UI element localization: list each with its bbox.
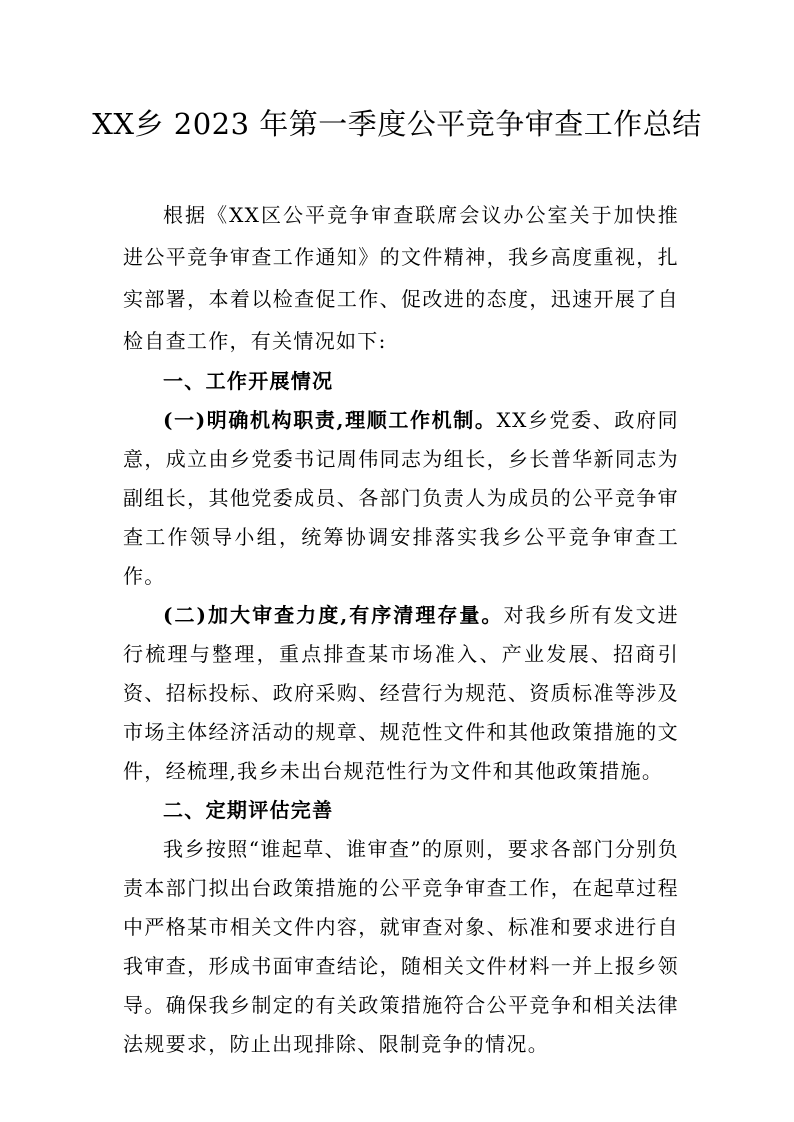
section-1-item-1-text: XX乡党委、政府同意，成立由乡党委书记周伟同志为组长，乡长普华新同志为副组长，其他党委成员、各部门负责人为成员的公平竞争审查工作领导小组，统筹协调安排落实我乡公平竞争审查工作。 (123, 408, 679, 588)
document-title: XX乡 2023 年第一季度公平竞争审查工作总结 (92, 107, 702, 141)
section-1-item-2-lead: (二)加大审查力度,有序清理存量。 (163, 603, 504, 627)
intro-paragraph: 根据《XX区公平竞争审查联席会议办公室关于加快推进公平竞争审查工作通知》的文件精神，我乡高度重视，扎实部署，本着以检查促工作、促改进的态度，迅速开展了自检自查工作，有关情况如下: (123, 203, 679, 353)
section-1-item-1-lead: (一)明确机构职责,理顺工作机制。 (163, 408, 497, 432)
section-2-heading: 二、定期评估完善 (163, 798, 334, 822)
section-2-paragraph: 我乡按照“谁起草、谁审查”的原则，要求各部门分别负责本部门拟出台政策措施的公平竞争审查工作，在起草过程中严格某市相关文件内容，就审查对象、标准和要求进行自我审查，形成书面审查结论，随相关文件材料一并上报乡领导。确保我乡制定的有关政策措施符合公平竞争和相关法律法规要求，防止出现排除、限制竞争的情况。 (123, 837, 679, 1056)
section-1-heading: 一、工作开展情况 (163, 369, 334, 393)
section-1-item-2 (123, 596, 679, 791)
section-1-item-2-text: 对我乡所有发文进行梳理与整理，重点排查某市场准入、产业发展、招商引资、招标投标、政府采购、经营行为规范、资质标准等涉及市场主体经济活动的规章、规范性文件和其他政策措施的文件，经梳理,我乡未出台规范性行为文件和其他政策措施。 (123, 603, 679, 783)
section-1-item-1 (123, 401, 679, 596)
document-body (123, 194, 679, 1064)
